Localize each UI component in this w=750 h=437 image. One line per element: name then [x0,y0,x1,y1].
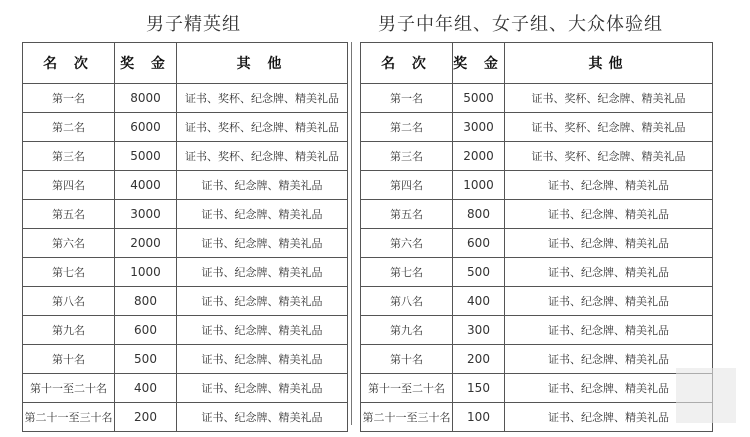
table-row [23,374,348,403]
rank-cell: 第二十一至三十名 [23,403,115,432]
prize-cell: 600 [453,229,505,258]
rank-cell: 第五名 [361,200,453,229]
table-row [361,345,713,374]
prize-cell: 200 [453,345,505,374]
rank-header: 名 次 [23,43,115,84]
other-cell: 证书、奖杯、纪念牌、精美礼品 [505,142,713,171]
rank-header: 名 次 [361,43,453,84]
prize-cell: 400 [115,374,177,403]
table-row [23,171,348,200]
prize-cell: 100 [453,403,505,432]
table-row [361,374,713,403]
other-cell: 证书、纪念牌、精美礼品 [177,287,348,316]
table-row [361,229,713,258]
table-row [23,316,348,345]
rank-cell: 第八名 [361,287,453,316]
prize-cell: 500 [115,345,177,374]
other-cell: 证书、纪念牌、精美礼品 [505,258,713,287]
table-row [23,84,348,113]
rank-cell: 第十一至二十名 [361,374,453,403]
prize-header: 奖 金 [453,43,505,84]
rank-cell: 第四名 [23,171,115,200]
prize-cell: 5000 [115,142,177,171]
prize-cell: 3000 [115,200,177,229]
other-cell: 证书、纪念牌、精美礼品 [505,316,713,345]
prize-cell: 300 [453,316,505,345]
other-cell: 证书、纪念牌、精美礼品 [505,345,713,374]
prize-cell: 200 [115,403,177,432]
other-cell: 证书、纪念牌、精美礼品 [505,287,713,316]
rank-cell: 第十名 [23,345,115,374]
other-cell: 证书、纪念牌、精美礼品 [177,403,348,432]
table-row [23,345,348,374]
prize-cell: 150 [453,374,505,403]
elite-group-title: 男子精英组 [146,14,241,35]
other-cell: 证书、奖杯、纪念牌、精美礼品 [177,142,348,171]
prize-cell: 600 [115,316,177,345]
prize-cell: 4000 [115,171,177,200]
table-row [23,142,348,171]
table-row [361,200,713,229]
other-cell: 证书、纪念牌、精美礼品 [177,171,348,200]
rank-cell: 第三名 [23,142,115,171]
other-cell: 证书、纪念牌、精美礼品 [505,200,713,229]
prize-cell: 2000 [453,142,505,171]
table-row [23,113,348,142]
other-cell: 证书、纪念牌、精美礼品 [177,374,348,403]
other-header: 其他 [505,43,713,84]
prize-cell: 2000 [115,229,177,258]
rank-cell: 第四名 [361,171,453,200]
rank-cell: 第一名 [361,84,453,113]
other-cell: 证书、奖杯、纪念牌、精美礼品 [177,113,348,142]
table-row [361,142,713,171]
other-cell: 证书、纪念牌、精美礼品 [505,229,713,258]
rank-cell: 第五名 [23,200,115,229]
watermark-patch [676,368,736,423]
rank-cell: 第二名 [23,113,115,142]
rank-cell: 第十一至二十名 [23,374,115,403]
table-row [23,229,348,258]
other-cell: 证书、纪念牌、精美礼品 [177,229,348,258]
rank-cell: 第九名 [361,316,453,345]
rank-cell: 第六名 [23,229,115,258]
other-cell: 证书、纪念牌、精美礼品 [177,200,348,229]
other-cell: 证书、奖杯、纪念牌、精美礼品 [505,84,713,113]
other-cell: 证书、纪念牌、精美礼品 [505,403,713,432]
table-row [361,316,713,345]
table-row [23,287,348,316]
rank-cell: 第二名 [361,113,453,142]
elite-prize-table [22,42,348,432]
prize-cell: 3000 [453,113,505,142]
prize-cell: 1000 [115,258,177,287]
prize-cell: 500 [453,258,505,287]
rank-cell: 第七名 [23,258,115,287]
prize-cell: 5000 [453,84,505,113]
prize-cell: 800 [453,200,505,229]
rank-cell: 第一名 [23,84,115,113]
table-row [361,258,713,287]
table-header-row [23,43,348,84]
other-cell: 证书、纪念牌、精美礼品 [177,345,348,374]
prize-cell: 800 [115,287,177,316]
other-header: 其 他 [177,43,348,84]
rank-cell: 第八名 [23,287,115,316]
table-row [361,113,713,142]
rank-cell: 第七名 [361,258,453,287]
prize-cell: 6000 [115,113,177,142]
table-row [361,403,713,432]
prize-cell: 8000 [115,84,177,113]
rank-cell: 第十名 [361,345,453,374]
table-row [361,84,713,113]
table-row [23,258,348,287]
prize-cell: 400 [453,287,505,316]
other-cell: 证书、纪念牌、精美礼品 [177,316,348,345]
other-cell: 证书、纪念牌、精美礼品 [505,171,713,200]
prize-header: 奖 金 [115,43,177,84]
other-cell: 证书、奖杯、纪念牌、精美礼品 [177,84,348,113]
other-cell: 证书、奖杯、纪念牌、精美礼品 [505,113,713,142]
rank-cell: 第九名 [23,316,115,345]
table-row [361,287,713,316]
table-row [361,171,713,200]
rank-cell: 第六名 [361,229,453,258]
prize-cell: 1000 [453,171,505,200]
other-groups-prize-table [360,42,713,432]
rank-cell: 第二十一至三十名 [361,403,453,432]
table-header-row [361,43,713,84]
rank-cell: 第三名 [361,142,453,171]
table-row [23,200,348,229]
other-groups-title: 男子中年组、女子组、大众体验组 [378,14,663,35]
table-row [23,403,348,432]
other-cell: 证书、纪念牌、精美礼品 [177,258,348,287]
other-cell: 证书、纪念牌、精美礼品 [505,374,713,403]
table-divider [351,42,352,425]
